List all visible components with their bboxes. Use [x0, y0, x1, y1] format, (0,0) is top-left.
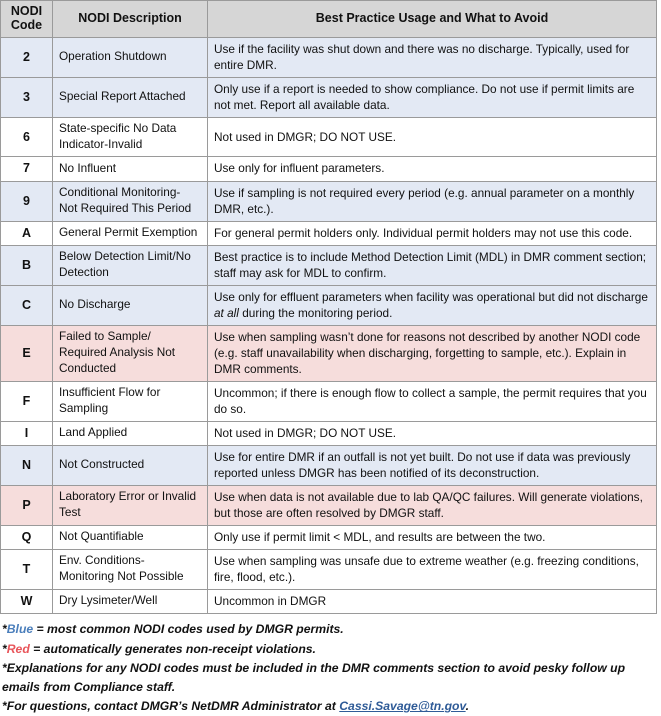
cell-best-practice-usage: For general permit holders only. Individual permit holders may not use this code. — [208, 221, 657, 245]
cell-nodi-code: I — [1, 421, 53, 445]
footnote-marker: * — [2, 641, 7, 656]
cell-nodi-code: B — [1, 245, 53, 285]
cell-best-practice-usage: Use if sampling is not required every period (e.g. annual parameter on a monthly DMR, etc.). — [208, 181, 657, 221]
cell-nodi-description: Laboratory Error or Invalid Test — [53, 485, 208, 525]
cell-nodi-description: Operation Shutdown — [53, 37, 208, 77]
cell-nodi-description: Not Constructed — [53, 445, 208, 485]
admin-email-link[interactable]: Cassi.Savage@tn.gov — [339, 699, 466, 714]
cell-nodi-code: T — [1, 550, 53, 590]
table-row — [1, 421, 657, 445]
footnote-marker: * — [2, 622, 7, 637]
footnote-red-legend — [2, 640, 661, 659]
table-row — [1, 245, 657, 285]
column-header-nodi-code-line1: NODI — [10, 4, 43, 18]
column-header-best-practice-usage: Best Practice Usage and What to Avoid — [208, 1, 657, 38]
cell-nodi-description: Special Report Attached — [53, 77, 208, 117]
footnote-blue-text: = most common NODI codes used by DMGR permits. — [33, 622, 344, 637]
table-row — [1, 550, 657, 590]
usage-text-emphasis: at all — [214, 305, 239, 320]
cell-nodi-code: 2 — [1, 37, 53, 77]
cell-nodi-description: General Permit Exemption — [53, 221, 208, 245]
footnotes — [0, 620, 661, 716]
cell-best-practice-usage: Use when sampling was unsafe due to extreme weather (e.g. freezing conditions, fire, flood, etc.). — [208, 550, 657, 590]
cell-best-practice-usage: Only use if a report is needed to show compliance. Do not use if permit limits are not met. Report all available data. — [208, 77, 657, 117]
cell-best-practice-usage: Use when data is not available due to lab QA/QC failures. Will generate violations, but those are often resolved by DMGR staff. — [208, 485, 657, 525]
cell-nodi-description: Dry Lysimeter/Well — [53, 590, 208, 614]
footnote-contact — [2, 697, 661, 716]
table-row — [1, 221, 657, 245]
cell-best-practice-usage: Not used in DMGR; DO NOT USE. — [208, 421, 657, 445]
cell-nodi-description: Conditional Monitoring- Not Required This Period — [53, 181, 208, 221]
cell-best-practice-usage: Not used in DMGR; DO NOT USE. — [208, 117, 657, 157]
cell-nodi-description: State-specific No Data Indicator-Invalid — [53, 117, 208, 157]
table-row — [1, 526, 657, 550]
cell-nodi-code: 9 — [1, 181, 53, 221]
cell-nodi-code: E — [1, 325, 53, 381]
cell-nodi-code: P — [1, 485, 53, 525]
table-header — [1, 1, 657, 38]
cell-nodi-code: 7 — [1, 157, 53, 181]
cell-best-practice-usage: Only use if permit limit < MDL, and results are between the two. — [208, 526, 657, 550]
cell-nodi-code: W — [1, 590, 53, 614]
table-row — [1, 445, 657, 485]
column-header-nodi-code — [1, 1, 53, 38]
cell-best-practice-usage: Uncommon; if there is enough flow to collect a sample, the permit requires that you do so. — [208, 381, 657, 421]
table-row — [1, 590, 657, 614]
cell-nodi-description: Env. Conditions- Monitoring Not Possible — [53, 550, 208, 590]
column-header-nodi-description: NODI Description — [53, 1, 208, 38]
cell-best-practice-usage: Use only for influent parameters. — [208, 157, 657, 181]
cell-best-practice-usage: Use when sampling wasn’t done for reasons not described by another NODI code (e.g. staff unavailability when discharging, forgetting to sample, etc.). Explain in DMR comments. — [208, 325, 657, 381]
cell-nodi-description: Land Applied — [53, 421, 208, 445]
usage-text-post: during the monitoring period. — [238, 305, 393, 320]
table-header-row — [1, 1, 657, 38]
table-row — [1, 157, 657, 181]
table-body — [1, 37, 657, 613]
footnote-contact-period: . — [465, 699, 469, 714]
cell-best-practice-usage: Best practice is to include Method Detection Limit (MDL) in DMR comment section; staff may ask for MDL to confirm. — [208, 245, 657, 285]
footnote-red-text: = automatically generates non-receipt violations. — [29, 641, 316, 656]
table-row — [1, 37, 657, 77]
cell-nodi-code: 6 — [1, 117, 53, 157]
cell-nodi-description: No Influent — [53, 157, 208, 181]
cell-nodi-code: A — [1, 221, 53, 245]
footnote-explanations: *Explanations for any NODI codes must be included in the DMR comments section to avoid pesky follow up emails from Compliance staff. — [2, 661, 626, 694]
cell-nodi-code: N — [1, 445, 53, 485]
column-header-nodi-code-line2: Code — [10, 18, 43, 33]
footnote-blue-legend — [2, 620, 661, 639]
table-row — [1, 77, 657, 117]
table-row — [1, 325, 657, 381]
cell-nodi-description: Failed to Sample/ Required Analysis Not Conducted — [53, 325, 208, 381]
cell-best-practice-usage: Uncommon in DMGR — [208, 590, 657, 614]
cell-nodi-description: No Discharge — [53, 285, 208, 325]
table-row — [1, 381, 657, 421]
cell-nodi-code: Q — [1, 526, 53, 550]
table-row — [1, 117, 657, 157]
cell-nodi-code: C — [1, 285, 53, 325]
footnote-keyword-blue: Blue — [6, 622, 34, 637]
cell-best-practice-usage — [208, 285, 657, 325]
cell-nodi-code: F — [1, 381, 53, 421]
table-row — [1, 181, 657, 221]
footnote-contact-text: *For questions, contact DMGR’s NetDMR Administrator at — [2, 699, 340, 714]
footnote-keyword-red: Red — [6, 641, 30, 656]
cell-nodi-code: 3 — [1, 77, 53, 117]
usage-text-pre: Use only for effluent parameters when facility was operational but did not discharge — [214, 289, 648, 304]
cell-best-practice-usage: Use if the facility was shut down and there was no discharge. Typically, used for entire DMR. — [208, 37, 657, 77]
cell-nodi-description: Insufficient Flow for Sampling — [53, 381, 208, 421]
cell-nodi-description: Below Detection Limit/No Detection — [53, 245, 208, 285]
cell-best-practice-usage: Use for entire DMR if an outfall is not yet built. Do not use if data was previously reported unless DMGR has been notified of its deconstruction. — [208, 445, 657, 485]
table-row — [1, 285, 657, 325]
table-row — [1, 485, 657, 525]
cell-nodi-description: Not Quantifiable — [53, 526, 208, 550]
